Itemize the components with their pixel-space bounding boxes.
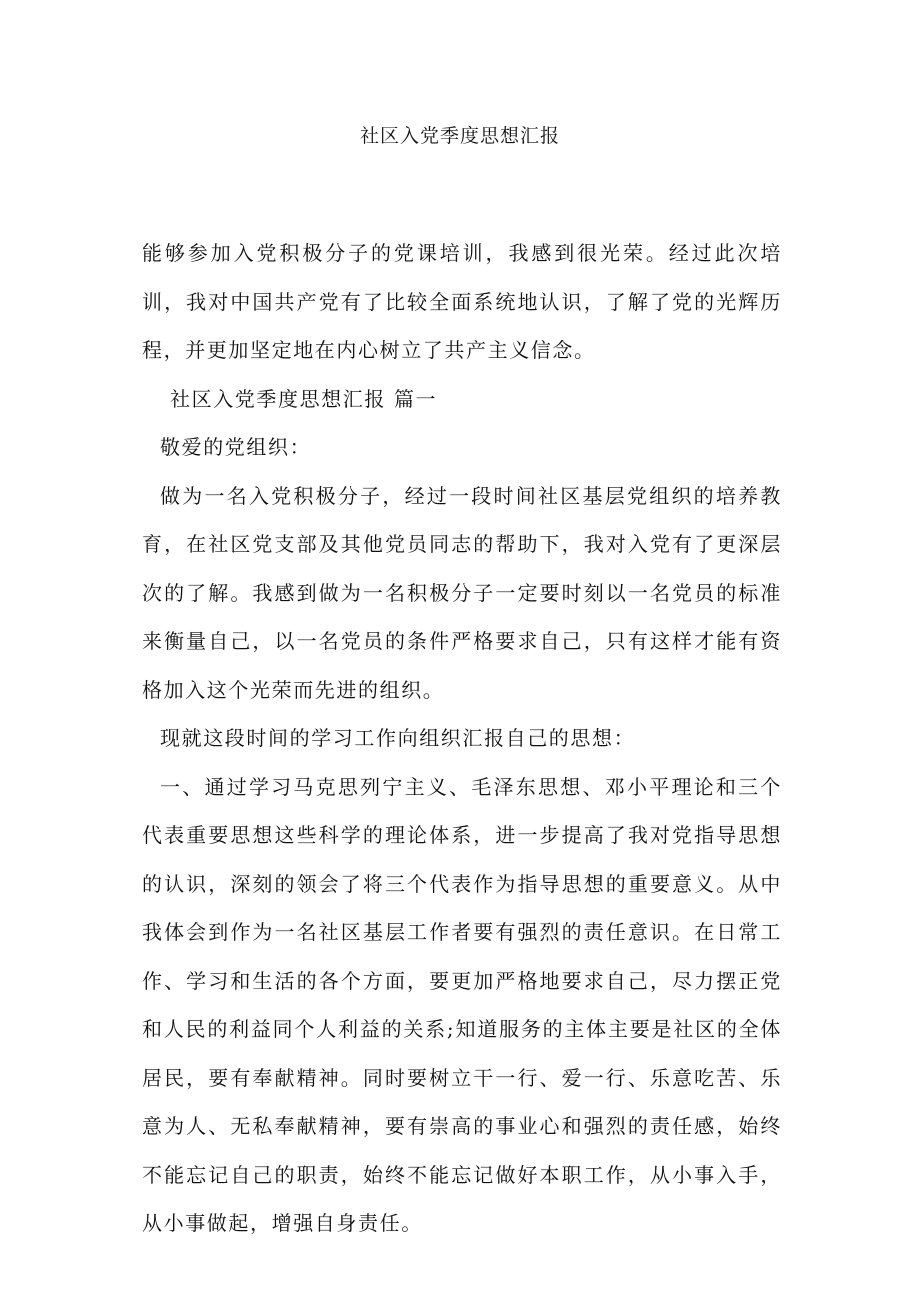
- body-paragraph: 一、通过学习马克思列宁主义、毛泽东思想、邓小平理论和三个代表重要思想这些科学的理论体系，进一步提高了我对党指导思想的认识，深刻的领会了将三个代表作为指导思想的重要意义。从中我体会到作为一名社区基层工作者要有强烈的责任意识。在日常工作、学习和生活的各个方面，要更加严格地要求自己，尽力摆正党和人民的利益同个人利益的关系;知道服务的主体主要是社区的全体居民，要有奉献精神。同时要树立干一行、爱一行、乐意吃苦、乐意为人、无私奉献精神，要有崇高的事业心和强烈的责任感，始终不能忘记自己的职责，始终不能忘记做好本职工作，从小事入手，从小事做起，增强自身责任。: [142, 774, 782, 1235]
- salutation: 敬爱的党组织：: [160, 435, 312, 459]
- body-paragraph: 做为一名入党积极分子，经过一段时间社区基层党组织的培养教育，在社区党支部及其他党员同志的帮助下，我对入党有了更深层次的了解。我感到做为一名积极分子一定要时刻以一名党员的标准来衡量自己，以一名党员的条件严格要求自己，只有这样才能有资格加入这个光荣而先进的组织。: [142, 483, 782, 702]
- section-heading: 社区入党季度思想汇报 篇一: [170, 386, 438, 411]
- body-paragraph: 现就这段时间的学习工作向组织汇报自己的思想：: [160, 726, 636, 750]
- intro-paragraph: 能够参加入党积极分子的党课培训，我感到很光荣。经过此次培训，我对中国共产党有了比较全面系统地认识，了解了党的光辉历程，并更加坚定地在内心树立了共产主义信念。: [142, 241, 782, 362]
- document-body: [142, 229, 782, 1248]
- document-title: 社区入党季度思想汇报: [359, 125, 560, 147]
